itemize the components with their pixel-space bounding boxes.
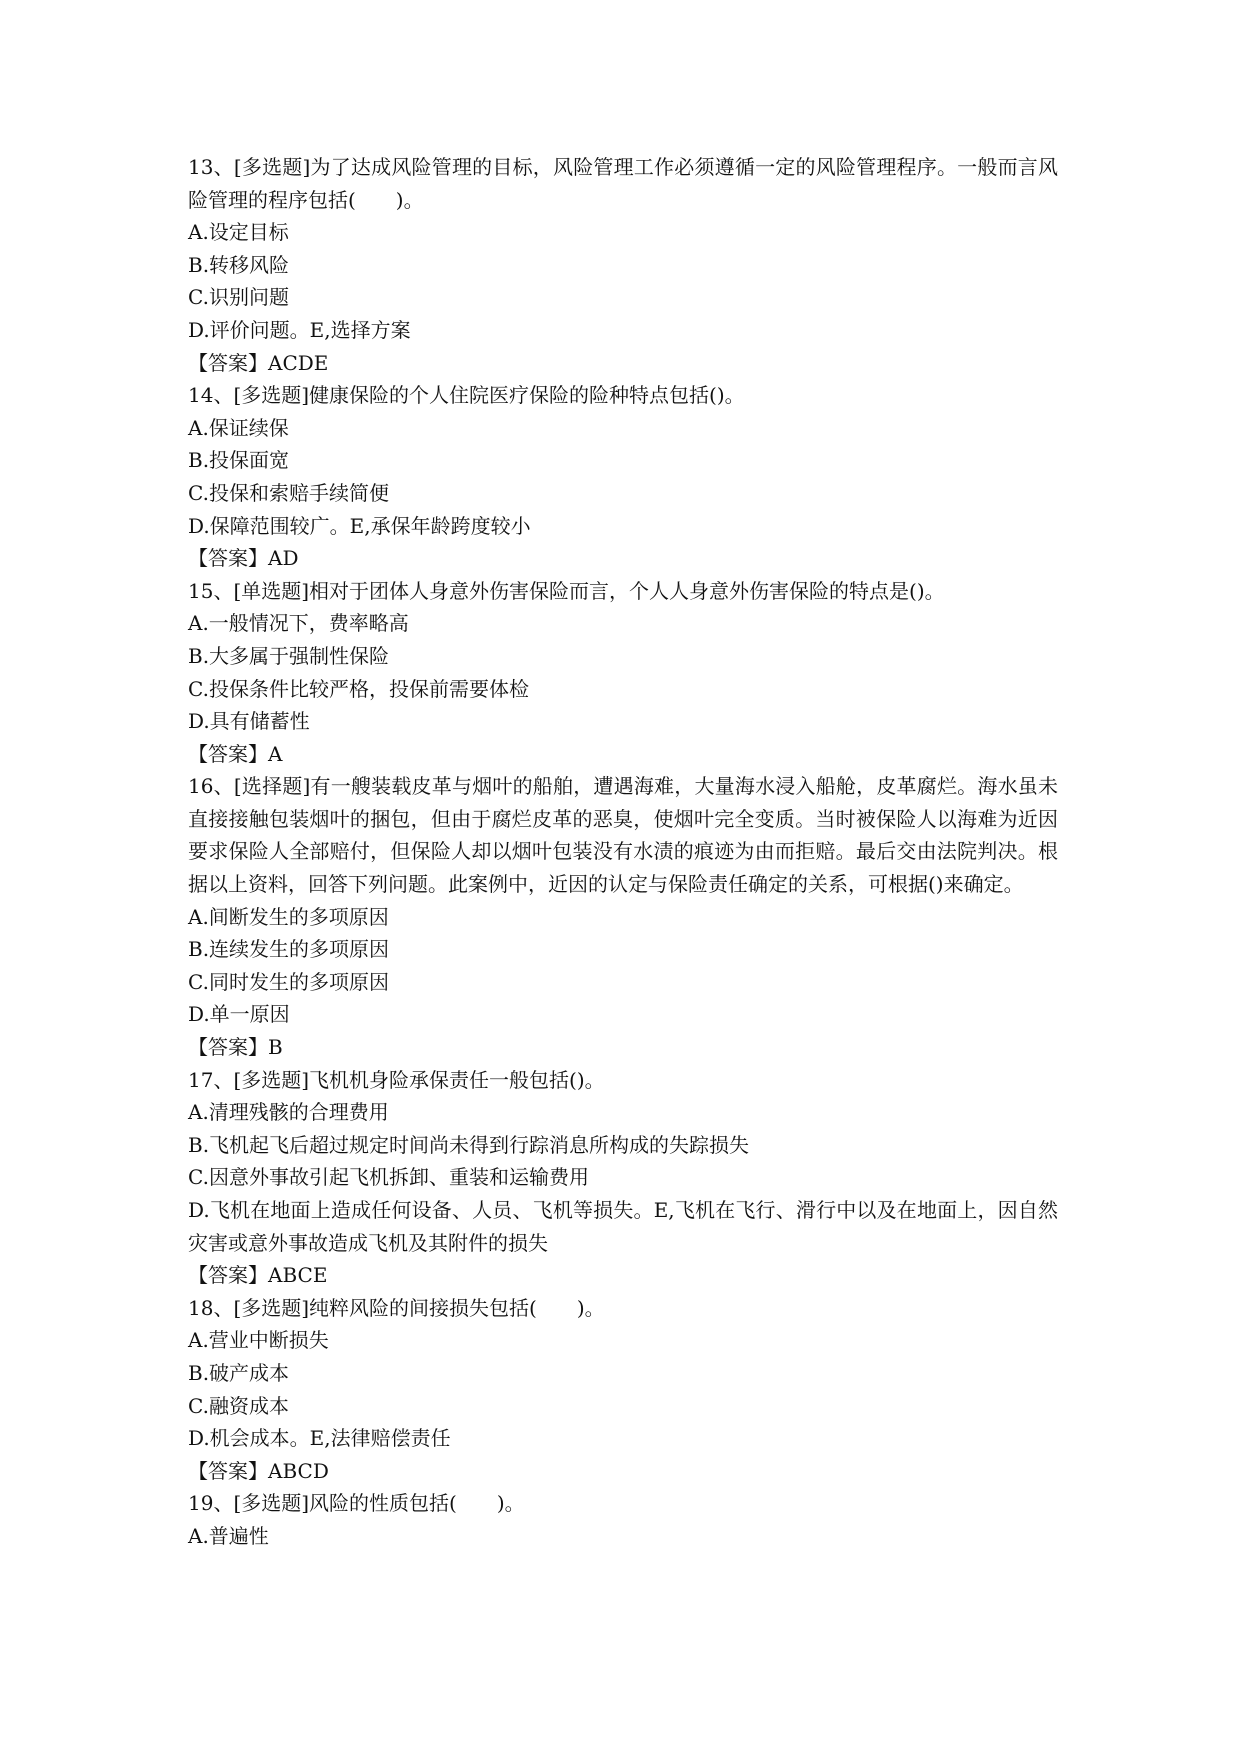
question-14-option-a: A.保证续保: [188, 415, 289, 440]
question-17-option-c: C.因意外事故引起飞机拆卸、重装和运输费用: [188, 1165, 589, 1190]
question-16-option-d: D.单一原因: [188, 1002, 290, 1027]
question-15-option-d: D.具有储蓄性: [188, 709, 310, 734]
question-13-answer: 【答案】ACDE: [188, 350, 329, 375]
question-17-option-a: A.清理残骸的合理费用: [188, 1100, 389, 1125]
question-18-option-d: D.机会成本。E,法律赔偿责任: [188, 1426, 451, 1451]
question-14-answer: 【答案】AD: [188, 546, 299, 571]
question-17-stem: 17、[多选题]飞机机身险承保责任一般包括()。: [188, 1067, 605, 1092]
question-17-option-b: B.飞机起飞后超过规定时间尚未得到行踪消息所构成的失踪损失: [188, 1132, 750, 1157]
question-19-stem: 19、[多选题]风险的性质包括( )。: [188, 1491, 525, 1516]
question-14-option-c: C.投保和索赔手续简便: [188, 480, 389, 505]
question-16-option-a: A.间断发生的多项原因: [188, 904, 389, 929]
question-16-option-c: C.同时发生的多项原因: [188, 969, 389, 994]
question-18-option-c: C.融资成本: [188, 1393, 289, 1418]
question-16-option-b: B.连续发生的多项原因: [188, 937, 390, 962]
question-18-stem: 18、[多选题]纯粹风险的间接损失包括( )。: [188, 1295, 605, 1320]
question-18-answer: 【答案】ABCD: [188, 1458, 329, 1483]
question-19-option-a: A.普遍性: [188, 1523, 269, 1548]
question-14-option-d: D.保障范围较广。E,承保年龄跨度较小: [188, 513, 531, 538]
question-15-answer: 【答案】A: [188, 741, 283, 766]
question-17-answer: 【答案】ABCE: [188, 1263, 328, 1288]
question-13-stem: 13、[多选题]为了达成风险管理的目标，风险管理工作必须遵循一定的风险管理程序。一般而言风险管理的程序包括( )。: [188, 155, 1058, 212]
question-13-option-b: B.转移风险: [188, 252, 290, 277]
question-18-option-b: B.破产成本: [188, 1360, 290, 1385]
question-13-option-d: D.评价问题。E,选择方案: [188, 317, 411, 342]
question-15-stem: 15、[单选题]相对于团体人身意外伤害保险而言，个人人身意外伤害保险的特点是()。: [188, 578, 945, 603]
question-13-option-a: A.设定目标: [188, 220, 289, 245]
question-15-option-a: A.一般情况下，费率略高: [188, 611, 409, 636]
question-17-option-d: D.飞机在地面上造成任何设备、人员、飞机等损失。E,飞机在飞行、滑行中以及在地面上，因自然灾害或意外事故造成飞机及其附件的损失: [188, 1198, 1058, 1255]
question-16-stem: 16、[选择题]有一艘装载皮革与烟叶的船舶，遭遇海难，大量海水浸入船舱，皮革腐烂。海水虽未直接接触包装烟叶的捆包，但由于腐烂皮革的恶臭，使烟叶完全变质。当时被保险人以海难为近因要求保险人全部赔付，但保险人却以烟叶包装没有水渍的痕迹为由而拒赔。最后交由法院判决。根据以上资料，回答下列问题。此案例中，近因的认定与保险责任确定的关系，可根据()来确定。: [188, 774, 1058, 897]
document-page: [188, 151, 1058, 1553]
question-15-option-c: C.投保条件比较严格，投保前需要体检: [188, 676, 529, 701]
question-14-stem: 14、[多选题]健康保险的个人住院医疗保险的险种特点包括()。: [188, 383, 745, 408]
question-14-option-b: B.投保面宽: [188, 448, 290, 473]
question-18-option-a: A.营业中断损失: [188, 1328, 329, 1353]
question-15-option-b: B.大多属于强制性保险: [188, 643, 390, 668]
question-16-answer: 【答案】B: [188, 1035, 283, 1060]
question-13-option-c: C.识别问题: [188, 285, 289, 310]
